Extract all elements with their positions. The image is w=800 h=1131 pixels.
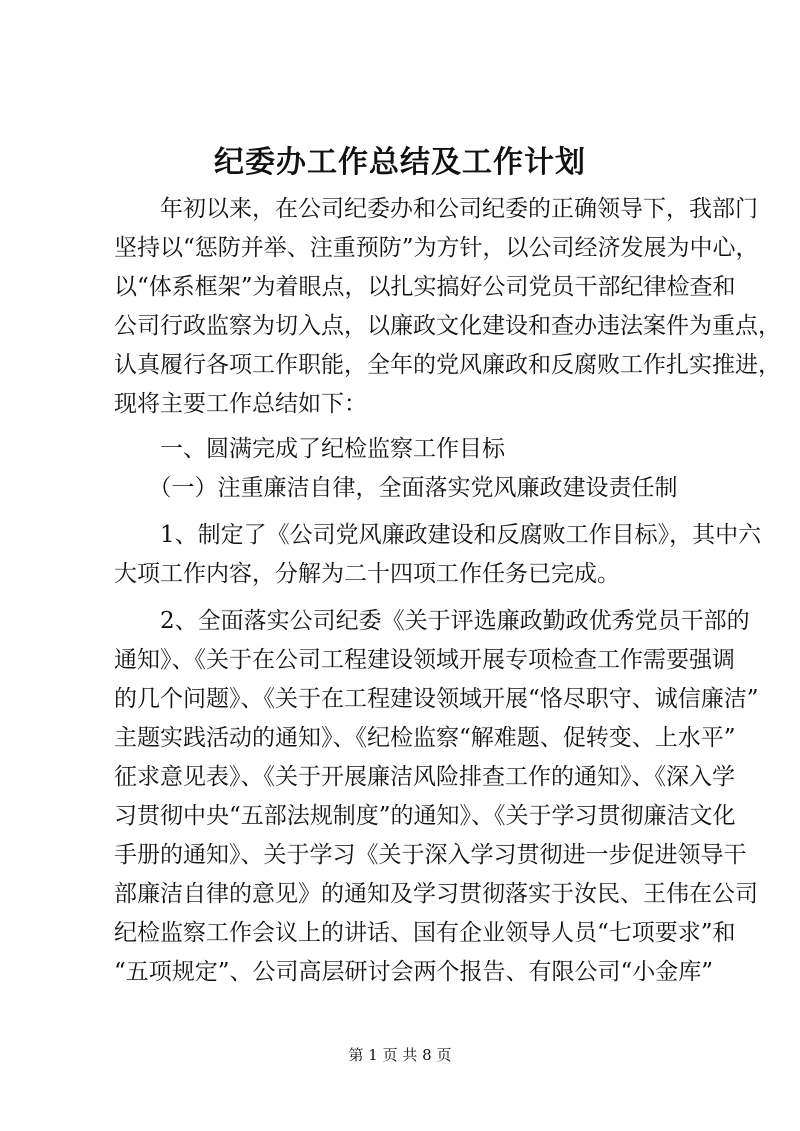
body-line: 以“体系框架”为着眼点，以扎实搞好公司党员干部纪律检查和 (114, 274, 736, 300)
body-line: “五项规定”、公司高层研讨会两个报告、有限公司“小金库” (114, 959, 714, 985)
body-line: 征求意见表》、《关于开展廉洁风险排查工作的通知》、《深入学 (114, 764, 735, 790)
body-line: 习贯彻中央“五部法规制度”的通知》、《关于学习贯彻廉洁文化 (114, 803, 736, 829)
document-title: 纪委办工作总结及工作计划 (214, 145, 586, 180)
body-line: 主题实践活动的通知》、《纪检监察“解难题、促转变、上水平” (114, 725, 736, 751)
body-line: 纪检监察工作会议上的讲话、国有企业领导人员“七项要求”和 (114, 920, 736, 946)
document-body (114, 190, 781, 992)
page-footer: 第 1 页 共 8 页 (348, 1046, 452, 1064)
body-line: 1、制定了《公司党风廉政建设和反腐败工作目标》，其中六 (114, 522, 762, 548)
body-line: 一、圆满完成了纪检监察工作目标 (114, 436, 505, 462)
body-line: 手册的通知》、关于学习《关于深入学习贯彻进一步促进领导干 (114, 842, 747, 868)
body-line: 大项工作内容，分解为二十四项工作任务已完成。 (114, 561, 620, 587)
body-line: 认真履行各项工作职能，全年的党风廉政和反腐败工作扎实推进， (114, 352, 781, 378)
body-line: 公司行政监察为切入点，以廉政文化建设和查办违法案件为重点， (114, 313, 781, 339)
body-line: 坚持以“惩防并举、注重预防”为方针，以公司经济发展为中心， (114, 235, 759, 261)
body-line: （一）注重廉洁自律，全面落实党风廉政建设责任制 (114, 475, 678, 501)
body-line: 部廉洁自律的意见》的通知及学习贯彻落实于汝民、王伟在公司 (114, 881, 758, 907)
body-line: 2、全面落实公司纪委《关于评选廉政勤政优秀党员干部的 (114, 608, 750, 634)
body-line: 年初以来，在公司纪委办和公司纪委的正确领导下，我部门 (114, 196, 758, 222)
body-line: 通知》、《关于在公司工程建设领域开展专项检查工作需要强调 (114, 647, 735, 673)
body-line: 现将主要工作总结如下： (114, 391, 367, 417)
body-line: 的几个问题》、《关于在工程建设领域开展“恪尽职守、诚信廉洁” (114, 686, 759, 712)
